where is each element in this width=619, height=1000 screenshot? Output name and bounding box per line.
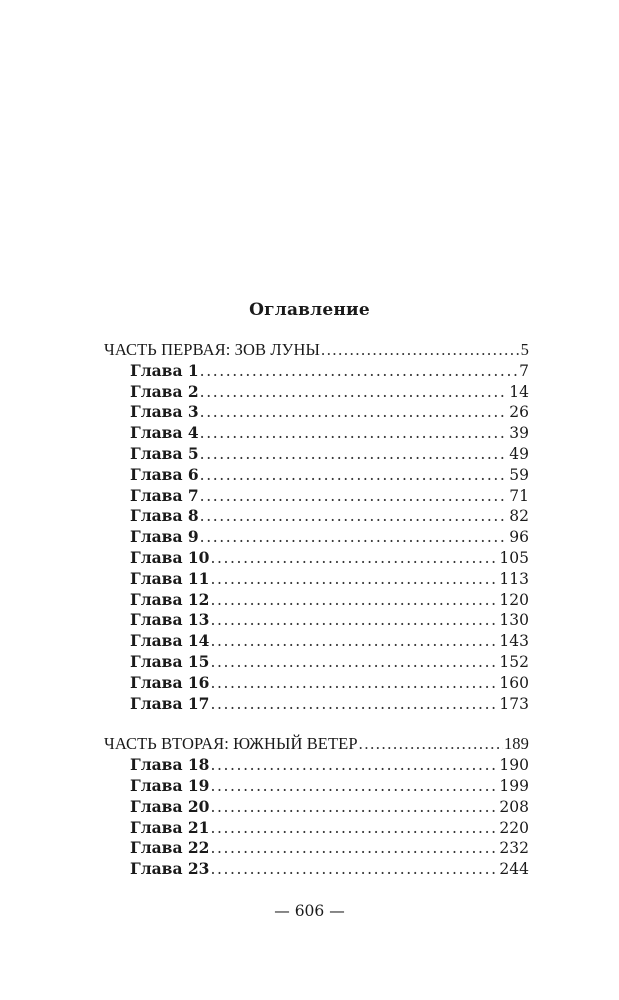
page-number: — 606 — bbox=[274, 902, 345, 920]
chapter-page-number: 59 bbox=[509, 465, 529, 484]
chapter-label: Глава 22 bbox=[130, 838, 210, 858]
chapter-label: Глава 14 bbox=[130, 631, 210, 651]
chapter-page-number: 26 bbox=[509, 403, 529, 422]
chapter-label: Глава 15 bbox=[130, 651, 210, 671]
toc-chapter-row[interactable] bbox=[104, 423, 529, 444]
chapter-list bbox=[104, 361, 529, 715]
dot-leader bbox=[200, 444, 509, 465]
chapter-label: Глава 11 bbox=[130, 568, 210, 588]
dot-leader bbox=[210, 694, 498, 715]
chapter-page-number: 208 bbox=[499, 797, 529, 816]
chapter-label: Глава 13 bbox=[130, 610, 210, 630]
toc-chapter-row[interactable] bbox=[104, 652, 529, 673]
chapter-label: Глава 21 bbox=[130, 817, 210, 837]
chapter-page-number: 190 bbox=[499, 756, 529, 775]
chapter-page-number: 220 bbox=[499, 818, 529, 837]
dot-leader bbox=[210, 652, 498, 673]
toc-chapter-row[interactable] bbox=[104, 382, 529, 403]
toc-chapter-row[interactable] bbox=[104, 631, 529, 652]
chapter-label: Глава 17 bbox=[130, 693, 210, 713]
dot-leader bbox=[210, 610, 498, 631]
toc-part-row[interactable] bbox=[104, 734, 529, 755]
dot-leader bbox=[200, 486, 509, 507]
toc-chapter-row[interactable] bbox=[104, 486, 529, 507]
chapter-label: Глава 3 bbox=[130, 402, 199, 422]
part-label: ЧАСТЬ ПЕРВАЯ: ЗОВ ЛУНЫ bbox=[104, 340, 320, 359]
dot-leader bbox=[200, 527, 509, 548]
toc-title: Оглавление bbox=[249, 300, 370, 320]
toc-chapter-row[interactable] bbox=[104, 755, 529, 776]
dot-leader bbox=[210, 755, 498, 776]
dot-leader bbox=[210, 818, 498, 839]
toc-part-row[interactable] bbox=[104, 340, 529, 361]
chapter-label: Глава 19 bbox=[130, 775, 210, 795]
chapter-page-number: 244 bbox=[499, 860, 529, 879]
table-of-contents bbox=[104, 340, 529, 880]
chapter-label: Глава 20 bbox=[130, 796, 210, 816]
dot-leader bbox=[200, 382, 509, 403]
toc-chapter-row[interactable] bbox=[104, 590, 529, 611]
chapter-list bbox=[104, 755, 529, 880]
dot-leader bbox=[210, 569, 498, 590]
chapter-label: Глава 4 bbox=[130, 423, 199, 443]
chapter-page-number: 130 bbox=[499, 611, 529, 630]
chapter-page-number: 105 bbox=[499, 548, 529, 567]
toc-chapter-row[interactable] bbox=[104, 444, 529, 465]
chapter-label: Глава 23 bbox=[130, 859, 210, 879]
toc-chapter-row[interactable] bbox=[104, 361, 529, 382]
chapter-page-number: 113 bbox=[499, 569, 529, 588]
chapter-label: Глава 18 bbox=[130, 755, 210, 775]
chapter-label: Глава 9 bbox=[130, 527, 199, 547]
toc-chapter-row[interactable] bbox=[104, 776, 529, 797]
toc-chapter-row[interactable] bbox=[104, 465, 529, 486]
chapter-label: Глава 2 bbox=[130, 381, 199, 401]
part-page-number: 5 bbox=[520, 340, 529, 359]
toc-chapter-row[interactable] bbox=[104, 527, 529, 548]
toc-chapter-row[interactable] bbox=[104, 402, 529, 423]
chapter-page-number: 173 bbox=[499, 694, 529, 713]
part-spacer bbox=[104, 714, 529, 734]
chapter-label: Глава 1 bbox=[130, 360, 199, 380]
chapter-label: Глава 8 bbox=[130, 506, 199, 526]
chapter-page-number: 82 bbox=[509, 507, 529, 526]
dot-leader bbox=[200, 465, 509, 486]
toc-chapter-row[interactable] bbox=[104, 569, 529, 590]
dot-leader bbox=[210, 797, 498, 818]
chapter-label: Глава 5 bbox=[130, 443, 199, 463]
dot-leader bbox=[200, 402, 509, 423]
toc-chapter-row[interactable] bbox=[104, 673, 529, 694]
chapter-page-number: 232 bbox=[499, 839, 529, 858]
part-page-number: 189 bbox=[503, 734, 529, 754]
chapter-page-number: 143 bbox=[499, 632, 529, 651]
chapter-page-number: 199 bbox=[499, 776, 529, 795]
chapter-label: Глава 10 bbox=[130, 547, 210, 567]
chapter-page-number: 7 bbox=[519, 361, 529, 380]
chapter-page-number: 39 bbox=[509, 424, 529, 443]
chapter-page-number: 49 bbox=[509, 444, 529, 463]
toc-chapter-row[interactable] bbox=[104, 694, 529, 715]
toc-chapter-row[interactable] bbox=[104, 506, 529, 527]
chapter-page-number: 14 bbox=[509, 382, 529, 401]
dot-leader bbox=[210, 776, 498, 797]
chapter-label: Глава 7 bbox=[130, 485, 199, 505]
chapter-page-number: 160 bbox=[499, 673, 529, 692]
chapter-label: Глава 12 bbox=[130, 589, 210, 609]
dot-leader bbox=[200, 423, 509, 444]
chapter-label: Глава 16 bbox=[130, 672, 210, 692]
dot-leader bbox=[210, 590, 498, 611]
chapter-page-number: 96 bbox=[509, 528, 529, 547]
toc-chapter-row[interactable] bbox=[104, 548, 529, 569]
dot-leader bbox=[321, 340, 520, 361]
toc-chapter-row[interactable] bbox=[104, 818, 529, 839]
dot-leader bbox=[210, 838, 498, 859]
dot-leader bbox=[200, 506, 509, 527]
dot-leader bbox=[210, 548, 498, 569]
chapter-label: Глава 6 bbox=[130, 464, 199, 484]
chapter-page-number: 120 bbox=[499, 590, 529, 609]
dot-leader bbox=[210, 631, 498, 652]
dot-leader bbox=[359, 734, 503, 755]
dot-leader bbox=[210, 673, 498, 694]
toc-chapter-row[interactable] bbox=[104, 859, 529, 880]
part-label: ЧАСТЬ ВТОРАЯ: ЮЖНЫЙ ВЕТЕР bbox=[104, 734, 358, 754]
toc-chapter-row[interactable] bbox=[104, 838, 529, 859]
toc-chapter-row[interactable] bbox=[104, 797, 529, 818]
chapter-page-number: 71 bbox=[509, 486, 529, 505]
chapter-page-number: 152 bbox=[499, 652, 529, 671]
dot-leader bbox=[200, 361, 518, 382]
dot-leader bbox=[210, 859, 498, 880]
toc-chapter-row[interactable] bbox=[104, 610, 529, 631]
